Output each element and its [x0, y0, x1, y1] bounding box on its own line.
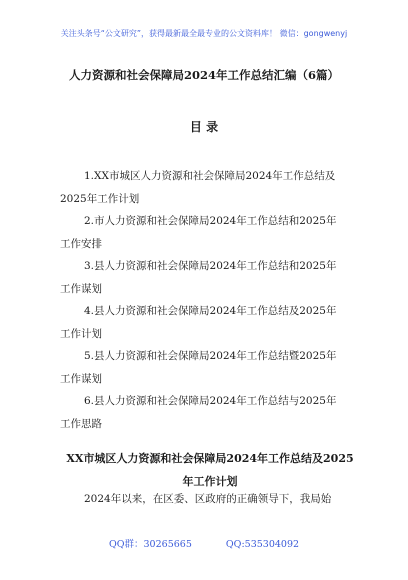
toc-item-line: 工作计划	[60, 327, 102, 340]
toc-item-line: 工作谋划	[60, 372, 102, 385]
toc-item	[60, 390, 360, 435]
toc-item	[60, 345, 360, 390]
toc-item-line: 3.县人力资源和社会保障局2024年工作总结和2025年	[84, 260, 337, 272]
toc-item-line: 2.市人力资源和社会保障局2024年工作总结和2025年	[84, 215, 337, 227]
toc-item-line: 5.县人力资源和社会保障局2024年工作总结暨2025年	[84, 350, 337, 362]
toc-item	[60, 210, 360, 255]
toc-heading: 目 录	[189, 120, 219, 134]
footer-qq-group: QQ群：30265665	[108, 539, 192, 550]
document-title: 人力资源和社会保障局2024年工作总结汇编（6篇）	[68, 68, 339, 82]
toc-item	[60, 165, 360, 210]
toc-item-line: 工作谋划	[60, 282, 102, 295]
toc-item-line: 1.XX市城区人力资源和社会保障局2024年工作总结及	[84, 170, 336, 182]
toc-item-line: 工作思路	[60, 417, 102, 430]
toc-item-line: 4.县人力资源和社会保障局2024年工作总结及2025年	[84, 305, 337, 317]
section-title	[60, 447, 360, 493]
footer-qq-number: QQ:535304092	[225, 539, 300, 550]
toc-item-line: 2025年工作计划	[60, 192, 140, 205]
toc-item-line: 6.县人力资源和社会保障局2024年工作总结与2025年	[84, 395, 337, 407]
header-promo-note: 关注头条号“公文研究”，获得最新最全最专业的公文资料库！ 微信：gongwenyj	[60, 29, 348, 38]
toc-item-line: 工作安排	[60, 237, 102, 250]
section-title-line: XX市城区人力资源和社会保障局2024年工作总结及2025	[66, 452, 354, 465]
section-title-line: 年工作计划	[182, 475, 238, 488]
table-of-contents	[60, 165, 360, 435]
section-body-paragraph: 2024年以来，在区委、区政府的正确领导下，我局始	[84, 493, 332, 505]
footer-contact	[0, 536, 408, 550]
toc-item	[60, 300, 360, 345]
toc-item	[60, 255, 360, 300]
